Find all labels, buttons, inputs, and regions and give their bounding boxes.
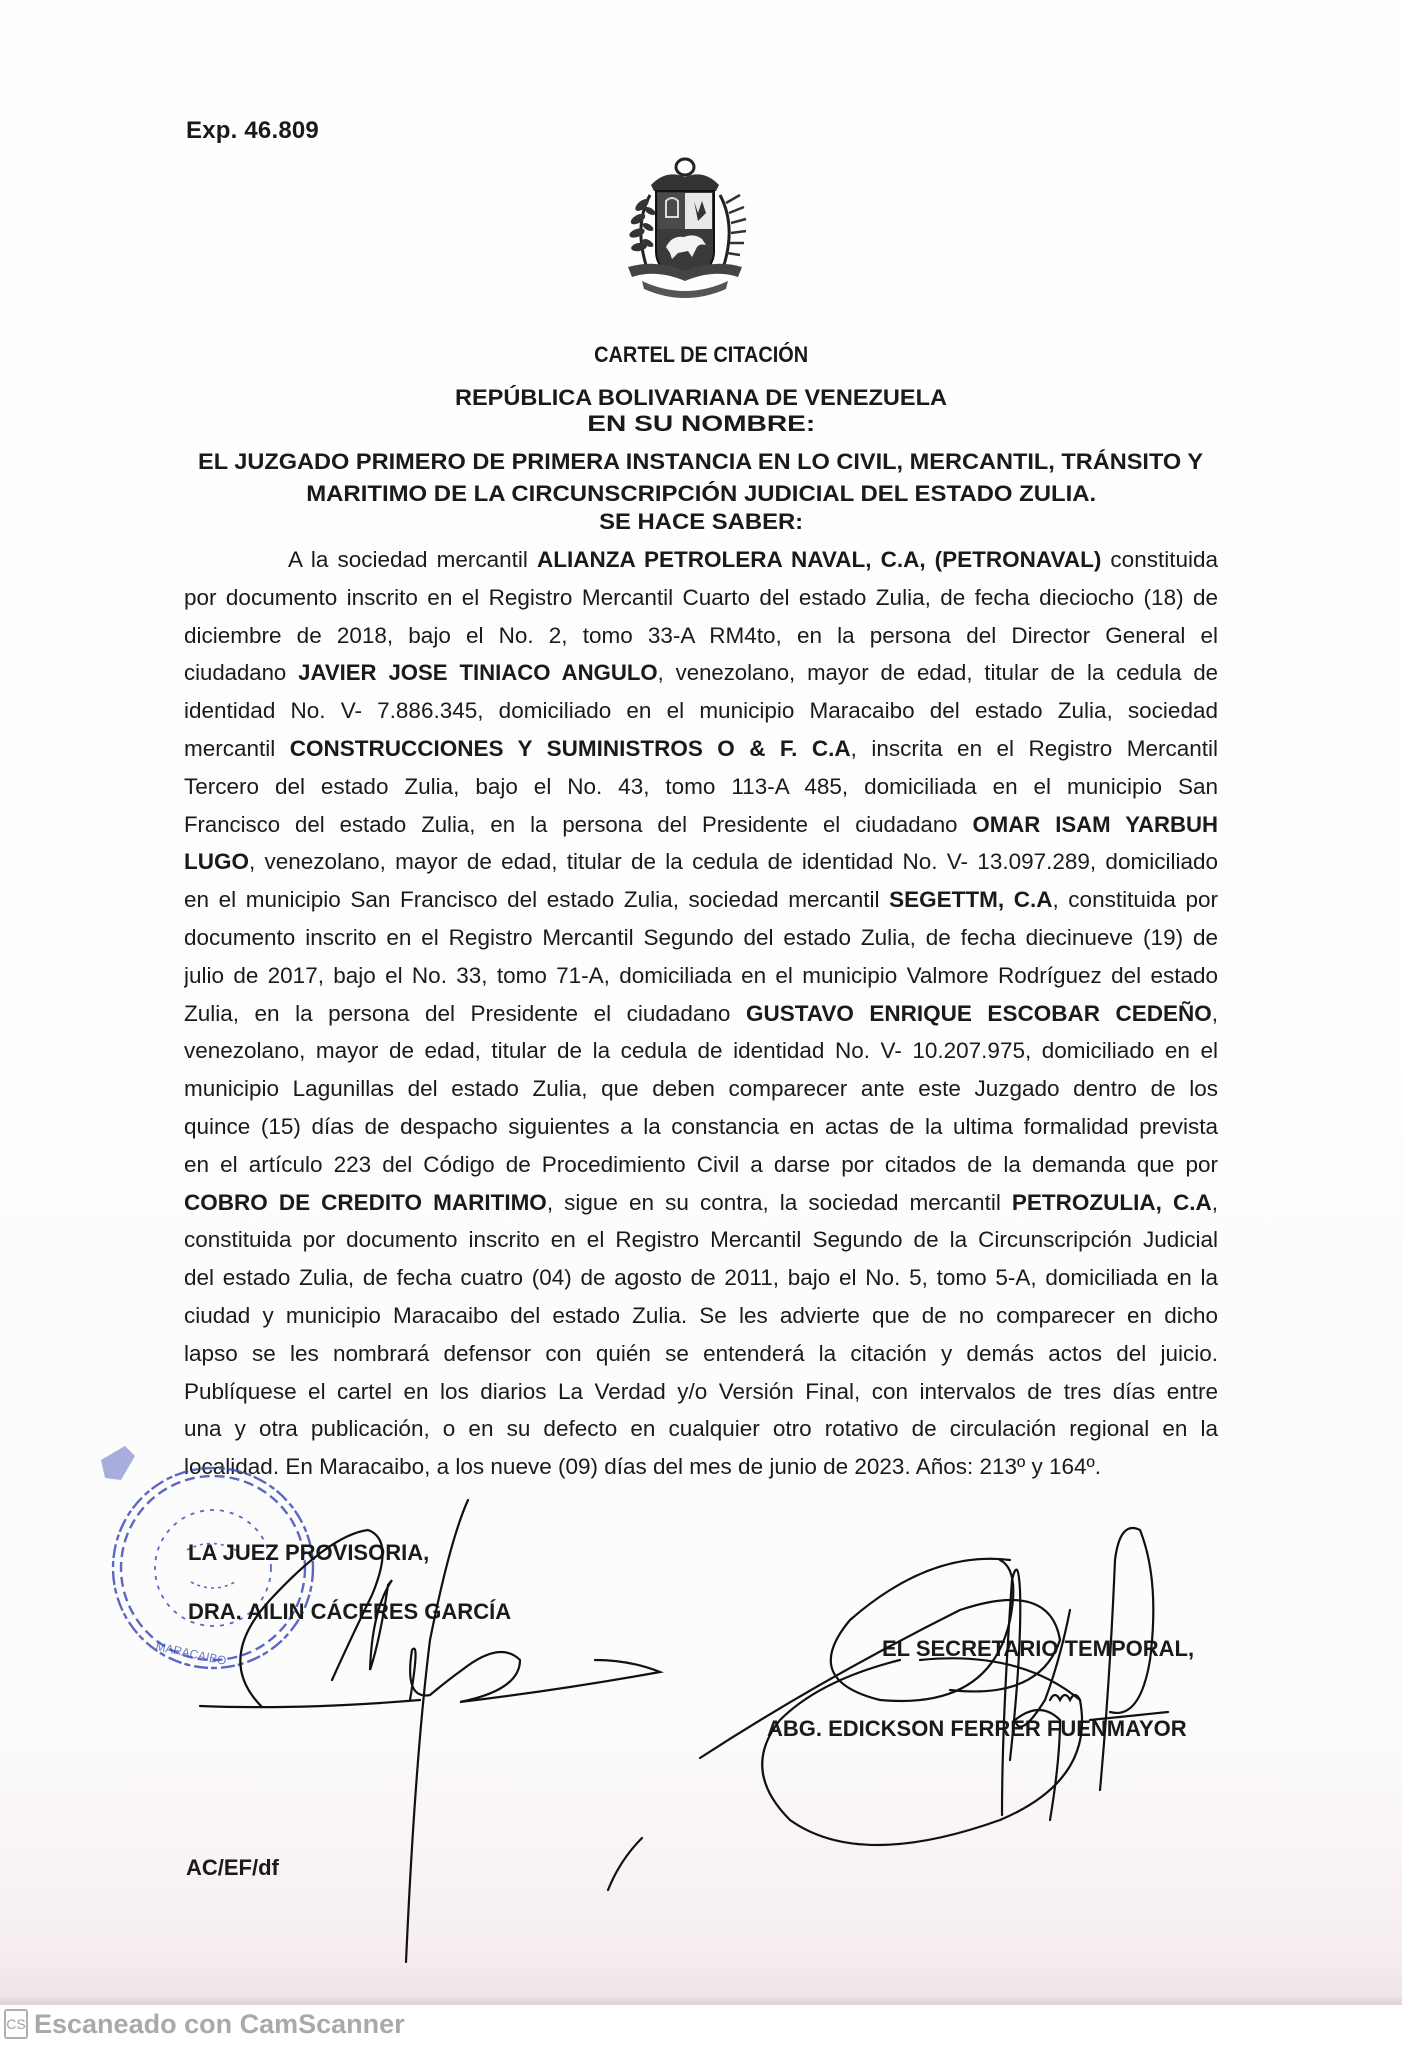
judge-signature-stroke — [370, 1580, 392, 1670]
body-line — [184, 1335, 1218, 1373]
body-line — [184, 1032, 1218, 1070]
expediente-number: Exp. 46.809 — [186, 117, 319, 144]
body-line — [184, 654, 1218, 692]
body-line — [184, 806, 1218, 844]
body-line — [184, 1373, 1218, 1411]
republic-heading: REPÚBLICA BOLIVARIANA DE VENEZUELA — [454, 385, 947, 410]
body-text-segment: por documento inscrito en el Registro Mercantil Cuarto del estado Zulia, de fecha dieciocho (18) de — [184, 584, 1218, 610]
judge-title: LA JUEZ PROVISORIA, — [188, 1540, 430, 1565]
body-bold-text: COBRO DE CREDITO MARITIMO — [184, 1189, 547, 1215]
body-line — [184, 1184, 1218, 1222]
body-bold-text: GUSTAVO ENRIQUE ESCOBAR CEDEÑO — [745, 1000, 1212, 1026]
body-text-segment: constituida por documento inscrito en el Registro Mercantil Segundo de la Circunscripción Judicial — [184, 1227, 1218, 1253]
body-text-segment: constituida — [1101, 547, 1218, 572]
secretary-title: EL SECRETARIO TEMPORAL, — [882, 1636, 1195, 1661]
body-line — [184, 1070, 1218, 1108]
body-line — [184, 692, 1218, 730]
body-text-segment: Publíquese el cartel en los diarios La Verdad y/o Versión Final, con intervalos de tres días entre — [184, 1378, 1218, 1404]
stamp-text-city: MARACAIBO — [154, 1639, 228, 1668]
body-text-segment: , venezolano, mayor de edad, titular de la cedula de — [657, 660, 1218, 686]
body-bold-text: LUGO — [184, 849, 249, 875]
body-line — [184, 541, 1218, 579]
body-text-segment: Francisco del estado Zulia, en la persona del Presidente el ciudadano — [184, 811, 973, 837]
body-line — [184, 1410, 1218, 1448]
body-text-segment: , sigue en su contra, la sociedad mercantil — [546, 1189, 1012, 1215]
body-text-segment: , — [1211, 1000, 1218, 1026]
judge-signature-vertical — [406, 1500, 468, 1962]
body-text-segment: , — [1211, 1189, 1218, 1215]
body-text-segment: julio de 2017, bajo el No. 33, tomo 71-A, domiciliada en el municipio Valmore Rodríguez del estado — [184, 962, 1218, 988]
body-text-segment: identidad No. V- 7.886.345, domiciliado en el municipio Maracaibo del estado Zulia, sociedad — [184, 698, 1218, 724]
secretary-name: ABG. EDICKSON FERRER FUENMAYOR — [767, 1716, 1187, 1741]
camscanner-watermark-text: Escaneado con CamScanner — [34, 2008, 405, 2039]
body-text-segment: diciembre de 2018, bajo el No. 2, tomo 33-A RM4to, en la persona del Director General el — [184, 622, 1218, 648]
body-text-segment: ciudadano — [184, 660, 299, 686]
typist-initials: AC/EF/df — [186, 1855, 279, 1880]
secretary-signature-loop-1 — [831, 1559, 1014, 1701]
body-text-segment: venezolano, mayor de edad, titular de la cedula de identidad No. V- 10.207.975, domiciliado en el — [184, 1038, 1218, 1064]
body-line — [184, 957, 1218, 995]
body-text-segment: Tercero del estado Zulia, bajo el No. 43, tomo 113-A 485, domiciliada en el municipio San — [184, 773, 1218, 799]
camscanner-logo-icon: CS — [4, 2009, 28, 2039]
body-line — [184, 1108, 1218, 1146]
secretary-signature-loop-3 — [762, 1658, 1082, 1845]
body-text-segment: del estado Zulia, de fecha cuatro (04) de agosto de 2011, bajo el No. 5, tomo 5-A, domiciliada en la — [184, 1265, 1218, 1291]
body-line — [184, 579, 1218, 617]
body-text-segment: una y otra publicación, o en su defecto en cualquier otro rotativo de circulación regional en la — [184, 1416, 1218, 1442]
body-text-segment: localidad. En Maracaibo, a los nueve (09) días del mes de junio de 2023. Años: 213º y 164º. — [184, 1454, 1102, 1480]
body-text-segment: A la sociedad mercantil — [288, 547, 538, 572]
body-text-segment: mercantil — [184, 735, 290, 761]
body-bold-text: JAVIER JOSE TINIACO ANGULO — [298, 660, 658, 686]
body-line — [184, 1146, 1218, 1184]
secretary-signature-initials — [1050, 1695, 1080, 1700]
body-line — [184, 1259, 1218, 1297]
judge-signature-flourish — [410, 1649, 660, 1702]
body-bold-text: CONSTRUCCIONES Y SUMINISTROS O & F. C.A — [289, 735, 851, 761]
coat-of-arms-icon — [606, 155, 764, 305]
body-text-segment: en el municipio San Francisco del estado Zulia, sociedad mercantil — [184, 887, 890, 913]
secretary-signature-k — [1002, 1570, 1070, 1820]
body-line — [184, 881, 1218, 919]
secretary-signature-tail — [608, 1838, 642, 1890]
document-title: CARTEL DE CITACIÓN — [593, 342, 808, 367]
body-line — [184, 1221, 1218, 1259]
judge-signature-underline — [200, 1700, 420, 1707]
body-line — [184, 1297, 1218, 1335]
body-line — [184, 768, 1218, 806]
body-text-segment: Zulia, en la persona del Presidente el ciudadano — [184, 1000, 746, 1026]
body-text-segment: municipio Lagunillas del estado Zulia, que deben comparecer ante este Juzgado dentro de los — [184, 1076, 1218, 1102]
body-bold-text: SEGETTM, C.A — [889, 887, 1053, 913]
body-bold-text: PETROZULIA, C.A — [1011, 1189, 1212, 1215]
court-heading-line-1: EL JUZGADO PRIMERO DE PRIMERA INSTANCIA EN LO CIVIL, MERCANTIL, TRÁNSITO Y — [198, 449, 1204, 474]
body-line — [184, 1448, 1218, 1486]
body-text-segment: ciudad y municipio Maracaibo del estado Zulia. Se les advierte que de no comparecer en dicho — [184, 1302, 1218, 1328]
body-line — [184, 730, 1218, 768]
body-line — [184, 843, 1218, 881]
body-text-segment: quince (15) días de despacho siguientes a la constancia en actas de la ultima formalidad prevista — [184, 1113, 1218, 1139]
court-heading-line-2: MARITIMO DE LA CIRCUNSCRIPCIÓN JUDICIAL DEL ESTADO ZULIA. — [305, 481, 1096, 506]
en-su-nombre-heading: EN SU NOMBRE: — [586, 411, 815, 436]
body-line — [184, 919, 1218, 957]
body-bold-text: OMAR ISAM YARBUH — [972, 811, 1218, 837]
body-text-segment: , venezolano, mayor de edad, titular de la cedula de identidad No. V- 13.097.289, domiciliado — [249, 849, 1218, 875]
body-line — [184, 617, 1218, 655]
body-text-segment: en el artículo 223 del Código de Procedimiento Civil a darse por citados de la demanda que por — [184, 1151, 1218, 1177]
body-line — [184, 995, 1218, 1033]
body-text-segment: documento inscrito en el Registro Mercantil Segundo del estado Zulia, de fecha diecinueve (19) de — [184, 924, 1218, 950]
body-text-segment: , inscrita en el Registro Mercantil — [850, 735, 1218, 761]
citation-body — [184, 541, 1218, 1486]
body-text-segment: , constituida por — [1052, 887, 1218, 913]
se-hace-saber-heading: SE HACE SABER: — [599, 509, 803, 534]
camscanner-watermark — [4, 2004, 405, 2044]
judge-name: DRA. AILIN CÁCERES GARCÍA — [188, 1599, 512, 1624]
body-text-segment: lapso se les nombrará defensor con quién se entenderá la citación y demás actos del juicio. — [184, 1340, 1218, 1366]
body-bold-text: ALIANZA PETROLERA NAVAL, C.A, (PETRONAVAL) — [537, 547, 1102, 572]
